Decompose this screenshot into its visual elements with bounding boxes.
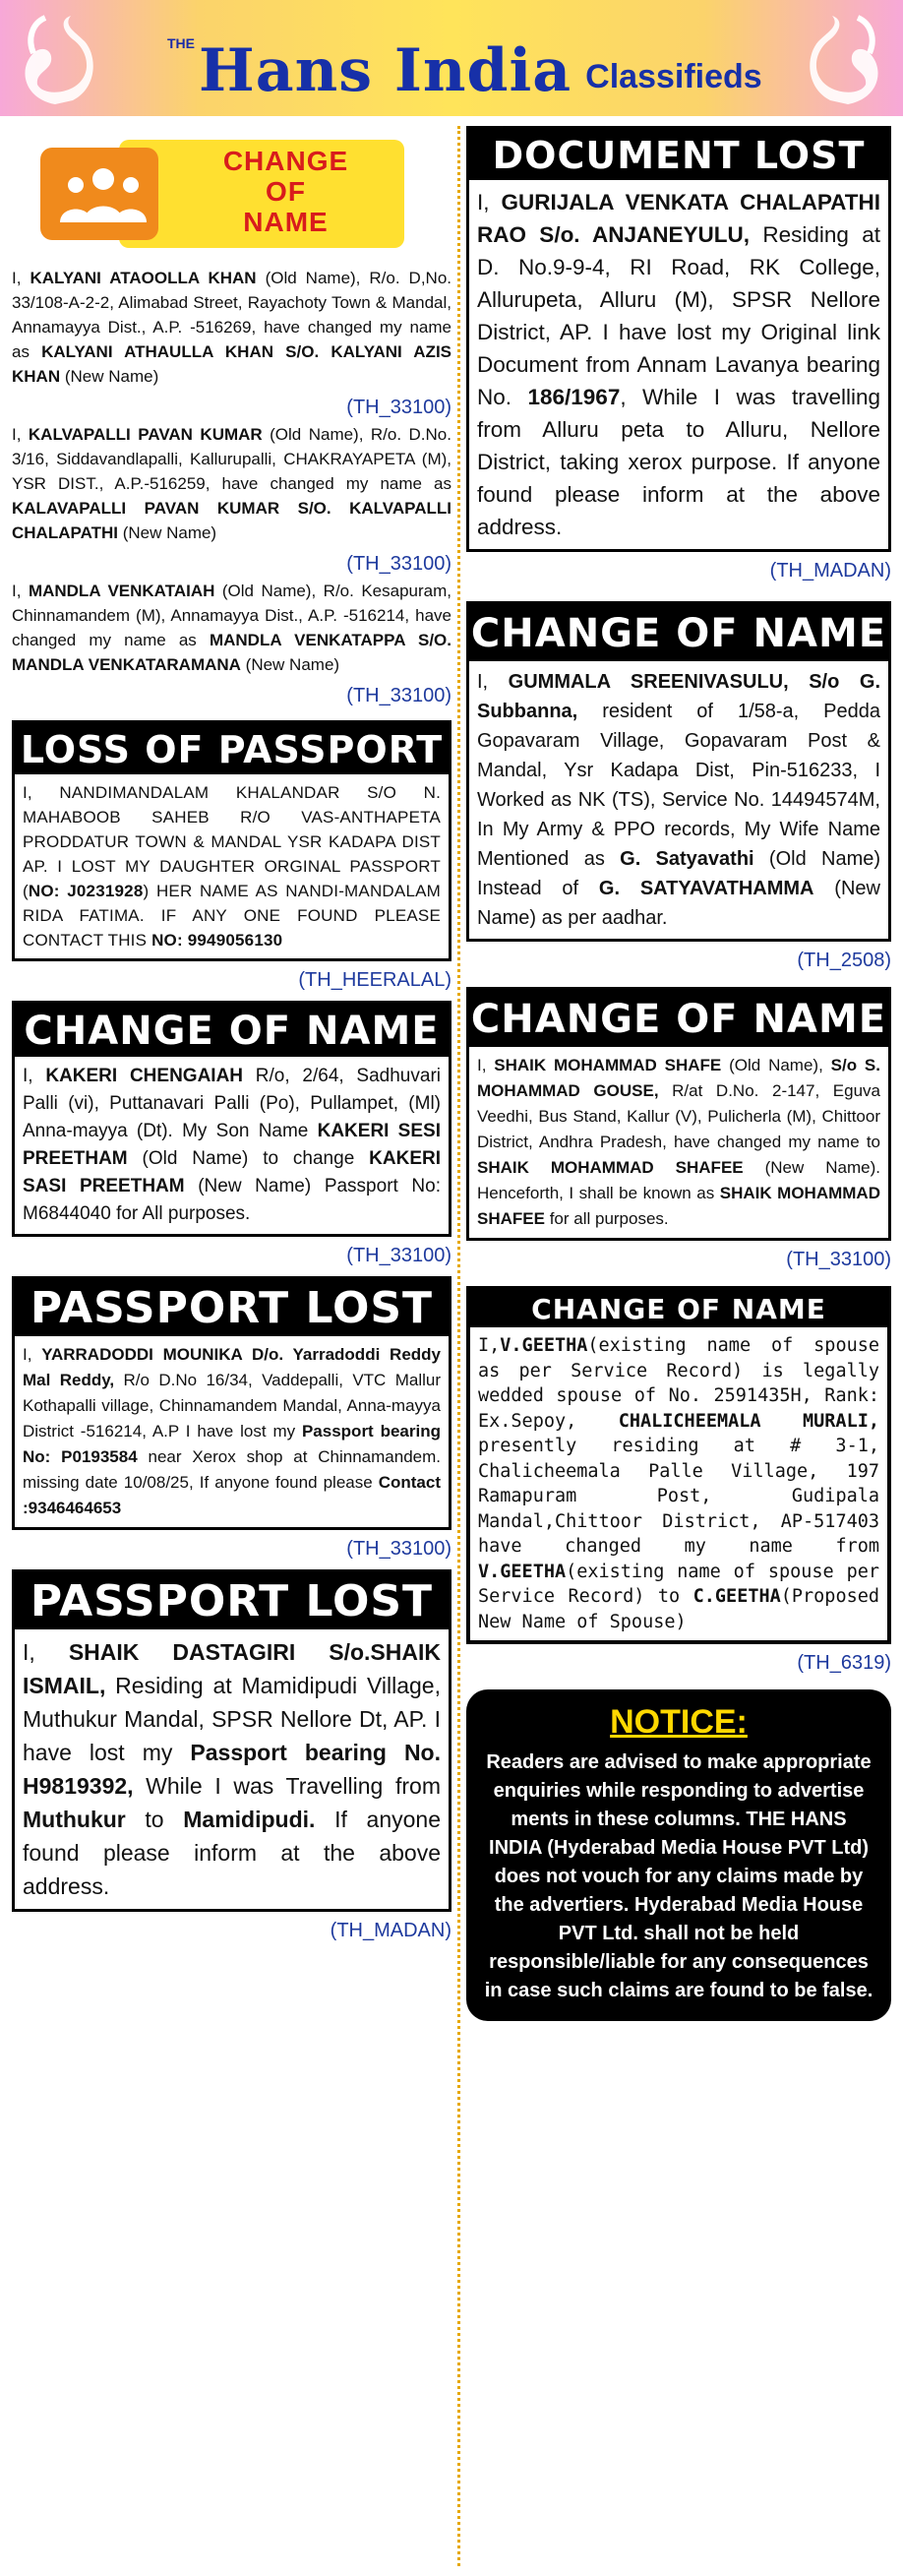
ad-title: PASSPORT LOST — [15, 1572, 449, 1629]
ad-text: I, SHAIK DASTAGIRI S/o.SHAIK ISMAIL, Residing at Mamidipudi Village, Muthukur Mandal, SPSR Nellore Dt, AP. I have lost my Passport bearing No. H9819392, While I was Travelling from Muthukur to Mamidipudi. If anyone found please inform at the above address. — [23, 1639, 442, 1899]
column-divider — [457, 126, 460, 2566]
section-title: Classifieds — [585, 58, 762, 95]
notice-text: Readers are advised to make appropriate enquiries while responding to advertise ments in these columns. THE HANS INDIA (Hyderabad Media House PVT Ltd) does not vouch for any claims made by the advertiers. Hyderabad Media House PVT Ltd. shall not be held responsible/liable for any consequences in case such claims are found to be false. — [484, 1751, 873, 2001]
brand — [167, 22, 762, 105]
ad-reference: (TH_6319) — [797, 1652, 891, 1674]
ad-reference: (TH_MADAN) — [330, 1920, 452, 1941]
ad-text: I, KALVAPALLI PAVAN KUMAR (Old Name), R/o. D.No. 3/16, Siddavandlapalli, Kallurupalli, CHAKRAYAPETA (M), YSR DIST., A.P.-516259, have changed my name as KALAVAPALLI PAVAN KUMAR S/O. KALVAPALLI CHALAPATHI (New Name) — [12, 425, 452, 542]
ad-text: I,V.GEETHA(existing name of spouse as per Service Record) is legally wedded spouse of No. 2591435H, Rank: Ex.Sepoy, CHALICHEEMALA MURALI, presently residing at # 3-1, Chalicheemala Palle Village, 197 Ramapuram Post, Gudipala Mandal,Chittoor District, AP-517403 have changed my name from V.GEETHA(existing name of spouse per Service Record) to C.GEETHA(Proposed New Name of Spouse) — [478, 1335, 879, 1632]
badge-line-3: NAME — [243, 207, 329, 237]
ad-reference: (TH_MADAN) — [769, 560, 891, 582]
classified-ad — [12, 1001, 452, 1270]
ad-reference: (TH_33100) — [346, 1245, 452, 1266]
ad-reference: (TH_33100) — [346, 397, 452, 418]
ad-reference: (TH_33100) — [786, 1249, 891, 1270]
ad-text: I, GURIJALA VENKATA CHALAPATHI RAO S/o. ANJANEYULU, Residing at D. No.9-9-4, RI Road, RK College, Allurupeta, Alluru (M), SPSR Nellore District, AP. I have lost my Original link Document from Annam Lavanya bearing No. 186/1967, While I was travelling from Alluru peta to Alluru, Nellore District, taking xerox purpose. If anyone found please inform at the above address. — [477, 190, 881, 539]
ad-title: CHANGE OF NAME — [470, 1290, 887, 1327]
ad-title: LOSS OF PASSPORT — [15, 723, 449, 774]
notice-title: NOTICE: — [610, 1703, 748, 1741]
ad-text: I, GUMMALA SREENIVASULU, S/o G. Subbanna, resident of 1/58-a, Pedda Gopavaram Village, Gopavaram Post & Mandal, Ysr Kadapa Dist, Pin-516233, I Worked as NK (TS), Service No. 14494574M, In My Army & PPO records, My Wife Name Mentioned as G. Satyavathi (Old Name) Instead of G. SATYAVATHAMMA (New Name) as per aadhar. — [477, 671, 881, 929]
ad-box — [12, 1569, 452, 1912]
classified-ad — [12, 1276, 452, 1564]
classified-ad — [466, 126, 891, 585]
ad-text: I, KAKERI CHENGAIAH R/o, 2/64, Sadhuvari Palli (vi), Puttanavari Palli (Po), Pullampet, (Ml) Anna-mayya (Dt). My Son Name KAKERI SESI PREETHAM (Old Name) to change KAKERI SASI PREETHAM (New Name) Passport No: M6844040 for All purposes. — [23, 1066, 441, 1224]
ad-title: CHANGE OF NAME — [15, 1004, 449, 1057]
brand-the: THE — [167, 35, 195, 51]
ad-reference: (TH_33100) — [346, 1538, 452, 1560]
ad-reference: (TH_33100) — [346, 553, 452, 575]
ad-text: I, YARRADODDI MOUNIKA D/o. Yarradoddi Reddy Mal Reddy, R/o D.No 16/34, Vaddepalli, VTC Mallur Kothapalli village, Chinnamandem Mandal, Anna-mayya District -516214, A.P I have lost my Passport bearing No: P0193584 near Xerox shop at Chinnamandem. missing date 10/08/25, If anyone found please Contact :9346464653 — [23, 1345, 441, 1517]
classified-ad — [12, 266, 452, 422]
badge-line-1: CHANGE — [222, 146, 349, 176]
ad-reference: (TH_HEERALAL) — [298, 969, 452, 991]
people-icon — [54, 163, 152, 224]
badge-line-2: OF — [266, 176, 306, 207]
classified-ad — [466, 601, 891, 975]
ad-text: I, SHAIK MOHAMMAD SHAFE (Old Name), S/o S. MOHAMMAD GOUSE, R/at D.No. 2-147, Eguva Veedhi, Bus Stand, Kallur (V), Pulicherla (M), Chittoor District, Andhra Pradesh, have changed my name to SHAIK MOHAMMAD SHAFEE (New Name). Henceforth, I shall be known as SHAIK MOHAMMAD SHAFEE for all purposes. — [477, 1056, 880, 1228]
right-column — [466, 126, 891, 2021]
ad-text: I, MANDLA VENKATAIAH (Old Name), R/o. Kesapuram, Chinnamandem (M), Annamayya Dist., A.P. -516214, have changed my name as MANDLA VENKATAPPA S/O. MANDLA VENKATARAMANA (New Name) — [12, 582, 452, 674]
ad-box — [466, 987, 891, 1241]
ad-reference: (TH_33100) — [346, 685, 452, 706]
ad-reference: (TH_2508) — [797, 950, 891, 971]
ad-text: I, NANDIMANDALAM KHALANDAR S/O N. MAHABOOB SAHEB R/O VAS-ANTHAPETA PRODDATUR TOWN & MANDAL YSR KADAPA DIST AP. I LOST MY DAUGHTER ORGINAL PASSPORT (NO: J0231928) HER NAME AS NANDI-MANDALAM RIDA FATIMA. IF ANY ONE FOUND PLEASE CONTACT THIS NO: 9949056130 — [23, 783, 441, 950]
ad-box — [466, 126, 891, 552]
classified-ad — [12, 720, 452, 995]
classified-ad — [12, 1569, 452, 1945]
ad-box — [12, 720, 452, 961]
classified-ad — [466, 1286, 891, 1678]
ad-title: PASSPORT LOST — [15, 1279, 449, 1336]
change-of-name-badge — [40, 140, 424, 248]
swan-logo-icon — [807, 10, 889, 108]
ad-box — [466, 601, 891, 942]
classified-ad — [12, 422, 452, 579]
ad-title: CHANGE OF NAME — [469, 990, 888, 1047]
notice-box — [466, 1689, 891, 2021]
left-column — [12, 126, 452, 1945]
brand-name: Hans India — [199, 36, 572, 105]
ad-box — [12, 1001, 452, 1237]
masthead — [0, 0, 903, 116]
swan-logo-icon — [14, 10, 96, 108]
ad-title: DOCUMENT LOST — [469, 129, 888, 180]
ad-box — [12, 1276, 452, 1530]
classified-ad — [466, 987, 891, 1274]
ad-title: CHANGE OF NAME — [469, 604, 888, 661]
ad-text: I, KALYANI ATAOOLLA KHAN (Old Name), R/o. D,No. 33/108-A-2-2, Alimabad Street, Rayachoty Town & Mandal, Annamayya Dist., A.P. -516269, have changed my name as KALYANI ATHAULLA KHAN S/O. KALYANI AZIS KHAN (New Name) — [12, 269, 452, 386]
classified-ad — [12, 579, 452, 710]
ad-box — [466, 1286, 891, 1644]
